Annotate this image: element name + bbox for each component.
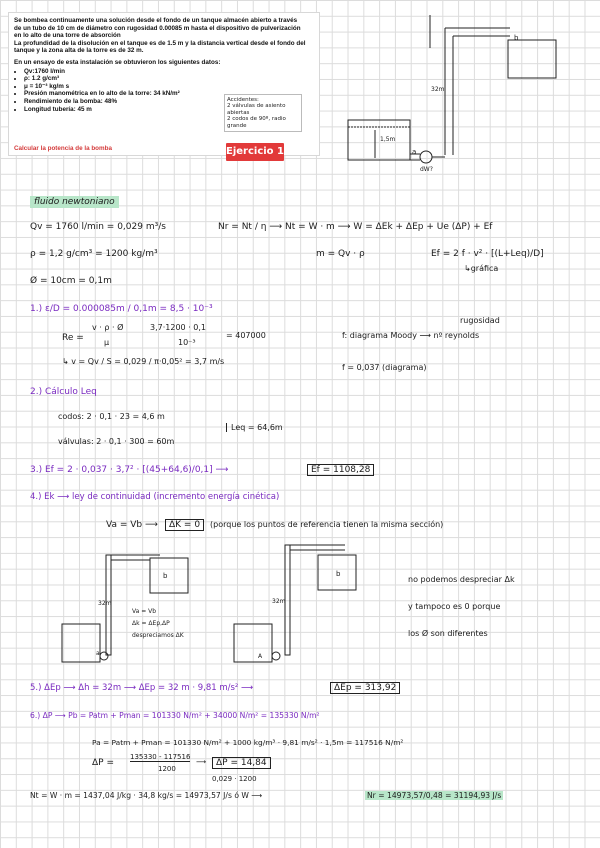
small-32b: 32m <box>272 598 286 605</box>
step2: 2.) Cálculo Leq <box>30 387 97 397</box>
ef-line: Ef = 2 f · v² · [(L+Leq)/D] <box>431 249 544 259</box>
nr-result: Nr = 14973,57/0,48 = 31194,93 J/s <box>367 791 502 800</box>
label-32m: 32m <box>431 86 445 93</box>
small-32a: 32m <box>98 600 112 607</box>
task-text: Calcular la potencia de la bomba <box>14 145 112 152</box>
small-b2: b <box>336 570 341 578</box>
dk0-result: ΔK = 0 <box>165 519 204 531</box>
dp-frac-bot: 1200 <box>158 765 176 773</box>
re-mid-top: 3,7·1200 · 0,1 <box>150 323 206 332</box>
re-frac-top: v · ρ · Ø <box>92 323 124 332</box>
small-note-3: despreciamos ΔK <box>132 632 184 639</box>
nr-line: Nr = Nt / η ⟶ Nt = W · m ⟶ W = ΔEk + ΔEp + Ue (ΔP) + Ef <box>218 222 493 232</box>
label-a: a <box>412 148 417 156</box>
porque-note: (porque los puntos de referencia tienen la misma sección) <box>210 520 444 529</box>
accidents-box: Accidentes: 2 válvulas de asiento abiertas 2 codos de 90º, radio grande <box>224 94 302 132</box>
v-line: ↳ v = Qv / S = 0,029 / π·0,05² = 3,7 m/s <box>62 357 225 366</box>
step3: 3.) Ef = 2 · 0,037 · 3,7² · [(45+64,6)/0,1] ⟶ <box>30 465 229 475</box>
ef-result: Ef = 1108,28 <box>307 464 374 476</box>
leq-result: Leq = 64,6m <box>226 423 283 432</box>
dp-frac-top: 135330 - 117516 <box>130 753 191 761</box>
re-frac-bot: μ <box>104 338 110 347</box>
label-dw: dW? <box>420 166 433 173</box>
rho-line: ρ = 1,2 g/cm³ = 1200 kg/m³ <box>30 249 158 259</box>
diam-line: Ø = 10cm = 0,1m <box>30 276 112 286</box>
rugosidad-note: rugosidad <box>460 316 500 325</box>
f-result: f = 0,037 (diagrama) <box>342 363 427 372</box>
re-result: = 407000 <box>226 331 266 340</box>
re-label: Re = <box>62 333 84 343</box>
right-note-3: los Ø son diferentes <box>408 629 488 638</box>
notes-title: fluido newtoniano <box>30 196 119 208</box>
valvulas-line: válvulas: 2 · 0,1 · 300 = 60m <box>58 437 175 446</box>
step6: 6.) ΔP ⟶ Pb = Patm + Pman = 101330 N/m² + 34000 N/m² = 135330 N/m² <box>30 711 320 720</box>
data-list: • Qv:1760 l/min • ρ: 1.2 g/cm³ • μ = 10⁻³ kg/m s • Presión manométrica en lo alto de la torre: 34 kN/m² • Rendimiento de la bomba: 48% • Longitud tubería: 45 m <box>14 68 314 114</box>
grafica-note: ↳gráfica <box>464 264 499 273</box>
problem-statement: Se bombea continuamente una solución desde el fondo de un tanque almacén abierto a través de un tubo de 10 cm de diámetro con rugosidad 0.00085 m hasta el dispositivo de pulverización en lo alto de una torre de absorción La profundidad de la disolución en el tanque es de 1.5 m y la distancia vertical desde el fondo del tanque y la zona alta de la torre es de 32 m. En un ensayo de esta instalación se obtuvieron los siguientes datos: • Qv:1760 l/min • ρ: 1.2 g/cm³ • μ = 10⁻³ kg/m s • Presión manométrica en lo alto de la torre: 34 kN/m² • Rendimiento de la bomba: 48% • Longitud tubería: 45 m Calcular la potencia de la bomba <box>8 12 320 156</box>
small-a2: A <box>258 653 263 660</box>
small-b1: b <box>163 572 168 580</box>
step1: 1.) ε/D = 0.000085m / 0,1m = 8,5 · 10⁻³ <box>30 304 213 314</box>
codos-line: codos: 2 · 0,1 · 23 = 4,6 m <box>58 412 165 421</box>
pa-line: Pa = Patm + Pman = 101330 N/m² + 1000 kg/m³ · 9,81 m/s² · 1,5m = 117516 N/m² <box>92 738 404 747</box>
small-note-1: Va = Vb <box>132 608 157 615</box>
ep-result: ΔEp = 313,92 <box>330 682 400 694</box>
exercise-badge: Ejercicio 1 <box>226 143 284 161</box>
right-note-2: y tampoco es 0 porque <box>408 602 501 611</box>
dp-result: ΔP = 14,84 <box>212 757 271 769</box>
small-note-2: Δk = ΔEp,ΔP <box>132 620 170 627</box>
step4: 4.) Ek ⟶ ley de continuidad (incremento energía cinética) <box>30 492 280 502</box>
label-b: b <box>514 34 519 42</box>
right-note-1: no podemos despreciar Δk <box>408 575 515 584</box>
m-line: m = Qv · ρ <box>316 249 365 259</box>
re-mid-bot: 10⁻³ <box>178 338 196 347</box>
vavb-line: Va = Vb ⟶ <box>106 520 158 530</box>
qv-line: Qv = 1760 l/min = 0,029 m³/s <box>30 222 166 232</box>
nt-line: Nt = W · m = 1437,04 J/kg · 34,8 kg/s = 14973,57 J/s ó W ⟶ <box>30 791 263 800</box>
label-15m: 1,5m <box>380 136 396 143</box>
step5: 5.) ΔEp ⟶ Δh = 32m ⟶ ΔEp = 32 m · 9,81 m/s² ⟶ <box>30 683 254 693</box>
moody-line: f: diagrama Moody ⟶ nº reynolds <box>342 331 480 340</box>
small-a1: a <box>96 650 100 657</box>
nt-small: 0,029 · 1200 <box>212 775 257 783</box>
dp-label: ΔP = <box>92 758 114 768</box>
